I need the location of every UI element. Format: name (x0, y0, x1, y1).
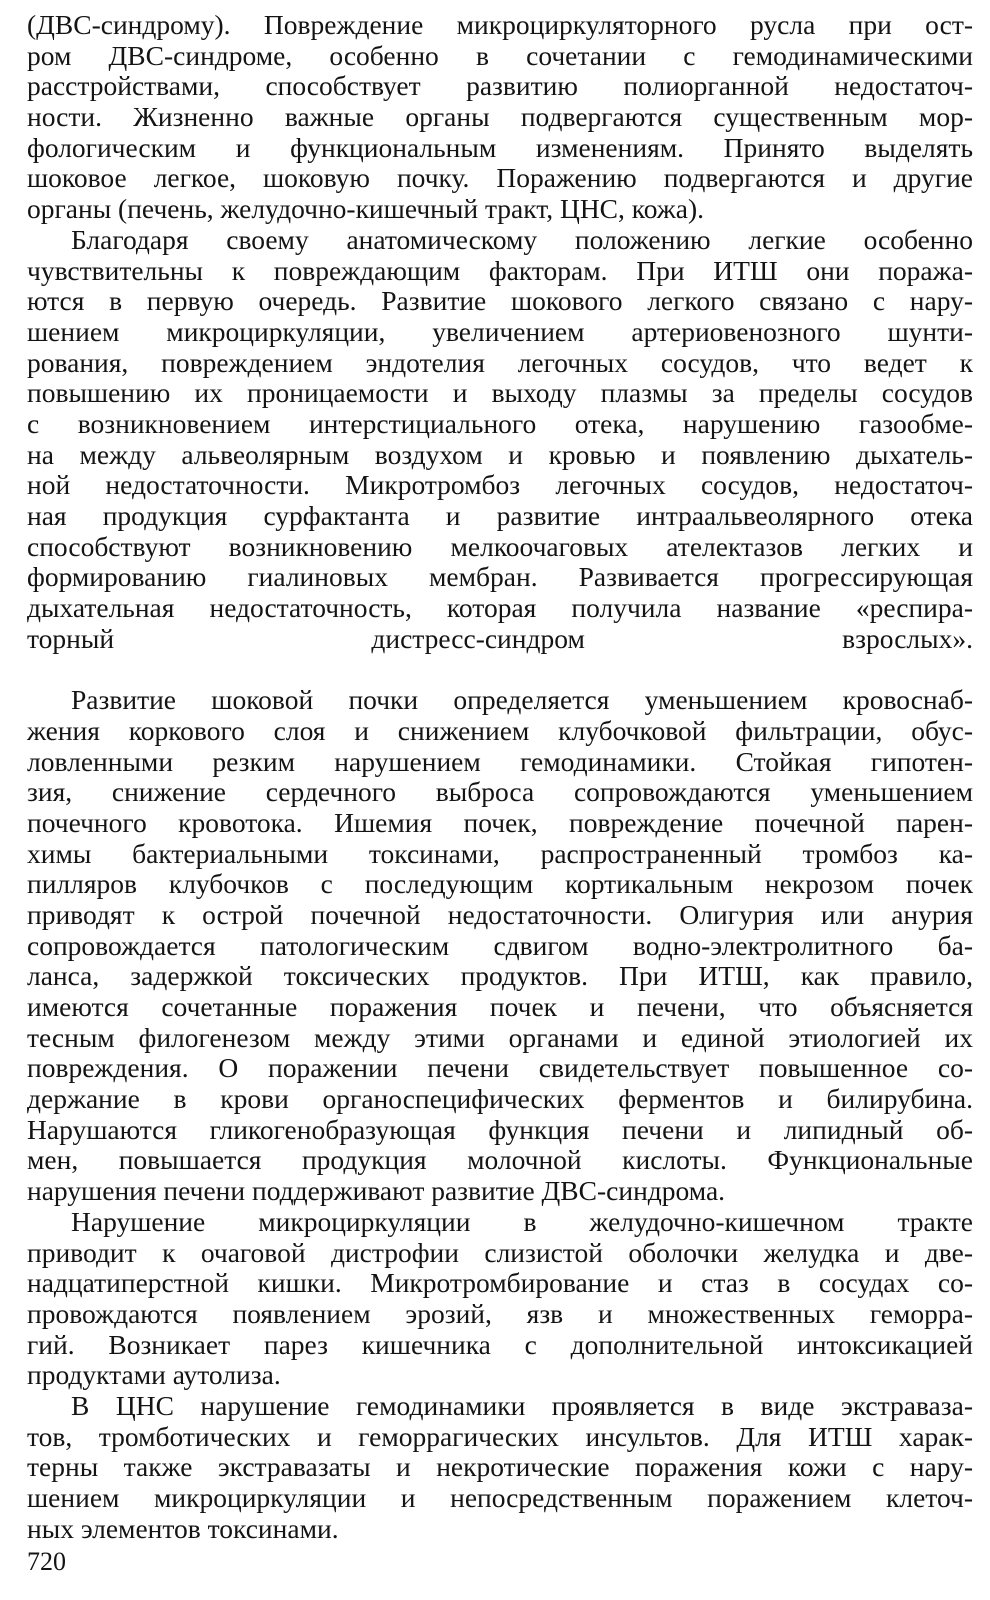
text-line: повреждения. О поражении печени свидетельствует повышенное со- (27, 1052, 973, 1084)
text-line: надцатиперстной кишки. Микротромбирование и стаз в сосудах со- (27, 1267, 973, 1299)
text-line: почечного кровотока. Ишемия почек, повреждение почечной парен- (27, 806, 973, 838)
text-line: ются в первую очередь. Развитие шокового легкого связано с нару- (27, 285, 973, 317)
text-line: жения коркового слоя и снижением клубочковой фильтрации, обус- (27, 714, 973, 746)
text-line: на между альвеолярным воздухом и кровью и появлению дыхатель- (27, 438, 973, 470)
text-line: приводит к очаговой дистрофии слизистой оболочки желудка и две- (27, 1236, 973, 1268)
text-line: фологическим и функциональным изменениям. Принято выделять (27, 131, 973, 163)
text-line: (ДВС-синдрому). Повреждение микроциркуляторного русла при ост- (27, 9, 973, 40)
paragraph-4 (27, 1207, 973, 1391)
text-line: шением микроциркуляции и непосредственным поражением клеточ- (27, 1482, 973, 1513)
text-line: шением микроциркуляции, увеличением артериовенозного шунти- (27, 315, 973, 347)
text-line: терны также экстравазаты и некротические поражения кожи с нару- (27, 1451, 973, 1483)
text-line: продуктами аутолиза. (27, 1359, 281, 1391)
page-text (27, 10, 973, 1590)
text-line: зия, снижение сердечного выброса сопровождаются уменьшением (27, 776, 973, 808)
text-line: ная продукция сурфактанта и развитие интраальвеолярного отека (27, 500, 973, 531)
text-line: повышению их проницаемости и выходу плазмы за пределы сосудов (27, 377, 973, 409)
paragraph-5 (27, 1391, 973, 1544)
text-line: формированию гиалиновых мембран. Развивается прогрессирующая (27, 561, 973, 593)
text-line: мен, повышается продукция молочной кислоты. Функциональные (27, 1144, 973, 1176)
text-line: пилляров клубочков с последующим кортикальным некрозом почек (27, 868, 973, 900)
text-line: торный дистресс-синдром взрослых». (27, 622, 973, 654)
text-line: В ЦНС нарушение гемодинамики проявляется в виде экстраваза- (71, 1389, 973, 1421)
text-line: шоковое легкое, шоковую почку. Поражению подвергаются и другие (27, 162, 973, 194)
text-line: гий. Возникает парез кишечника с дополнительной интоксикацией (27, 1328, 973, 1360)
text-line: держание в крови органоспецифических ферментов и билирубина. (27, 1083, 973, 1115)
text-line: органы (печень, желудочно-кишечный тракт, ЦНС, кожа). (27, 193, 705, 225)
text-line: Нарушаются гликогенобразующая функция печени и липидный об- (27, 1113, 973, 1145)
text-line: ром ДВС-синдроме, особенно в сочетании с гемодинамическими (27, 39, 973, 71)
text-line: ловленными резким нарушением гемодинамики. Стойкая гипотен- (27, 745, 973, 777)
text-line: с возникновением интерстициального отека, нарушению газообме- (27, 407, 973, 439)
text-line: нарушения печени поддерживают развитие ДВС-синдрома. (27, 1175, 726, 1207)
text-line (27, 654, 973, 685)
text-line: провождаются появлением эрозий, язв и множественных геморра- (27, 1297, 973, 1329)
text-line: ности. Жизненно важные органы подвергаются существенным мор- (27, 101, 973, 133)
text-line: способствуют возникновению мелкоочаговых ателектазов легких и (27, 530, 973, 562)
text-line: Развитие шоковой почки определяется уменьшением кровоснаб- (71, 684, 973, 716)
text-line: химы бактериальными токсинами, распространенный тромбоз ка- (27, 837, 973, 869)
text-line: чувствительны к повреждающим факторам. При ИТШ они поража- (27, 254, 973, 286)
text-line: сопровождается патологическим сдвигом водно-электролитного ба- (27, 929, 973, 961)
text-line: ных элементов токсинами. (27, 1512, 339, 1544)
text-line: ланса, задержкой токсических продуктов. При ИТШ, как правило, (27, 960, 973, 992)
paragraph-3 (27, 685, 973, 1207)
text-line: Нарушение микроциркуляции в желудочно-кишечном тракте (71, 1205, 973, 1237)
text-line: рования, повреждением эндотелия легочных сосудов, что ведет к (27, 346, 973, 378)
text-line: ной недостаточности. Микротромбоз легочных сосудов, недостаточ- (27, 469, 973, 501)
text-line: тесным филогенезом между этими органами и единой этиологией их (27, 1021, 973, 1053)
page-number: 720 (27, 1547, 66, 1576)
text-line: Благодаря своему анатомическому положению легкие особенно (71, 223, 973, 255)
paragraph-2 (27, 225, 973, 685)
text-line: приводят к острой почечной недостаточности. Олигурия или анурия (27, 898, 973, 930)
paragraph-1 (27, 10, 973, 225)
text-line: дыхательная недостаточность, которая получила название «респира- (27, 592, 973, 624)
text-line: имеются сочетанные поражения почек и печени, что объясняется (27, 991, 973, 1022)
text-line: расстройствами, способствует развитию полиорганной недостаточ- (27, 70, 973, 102)
text-line: тов, тромботических и геморрагических инсультов. Для ИТШ харак- (27, 1420, 973, 1452)
